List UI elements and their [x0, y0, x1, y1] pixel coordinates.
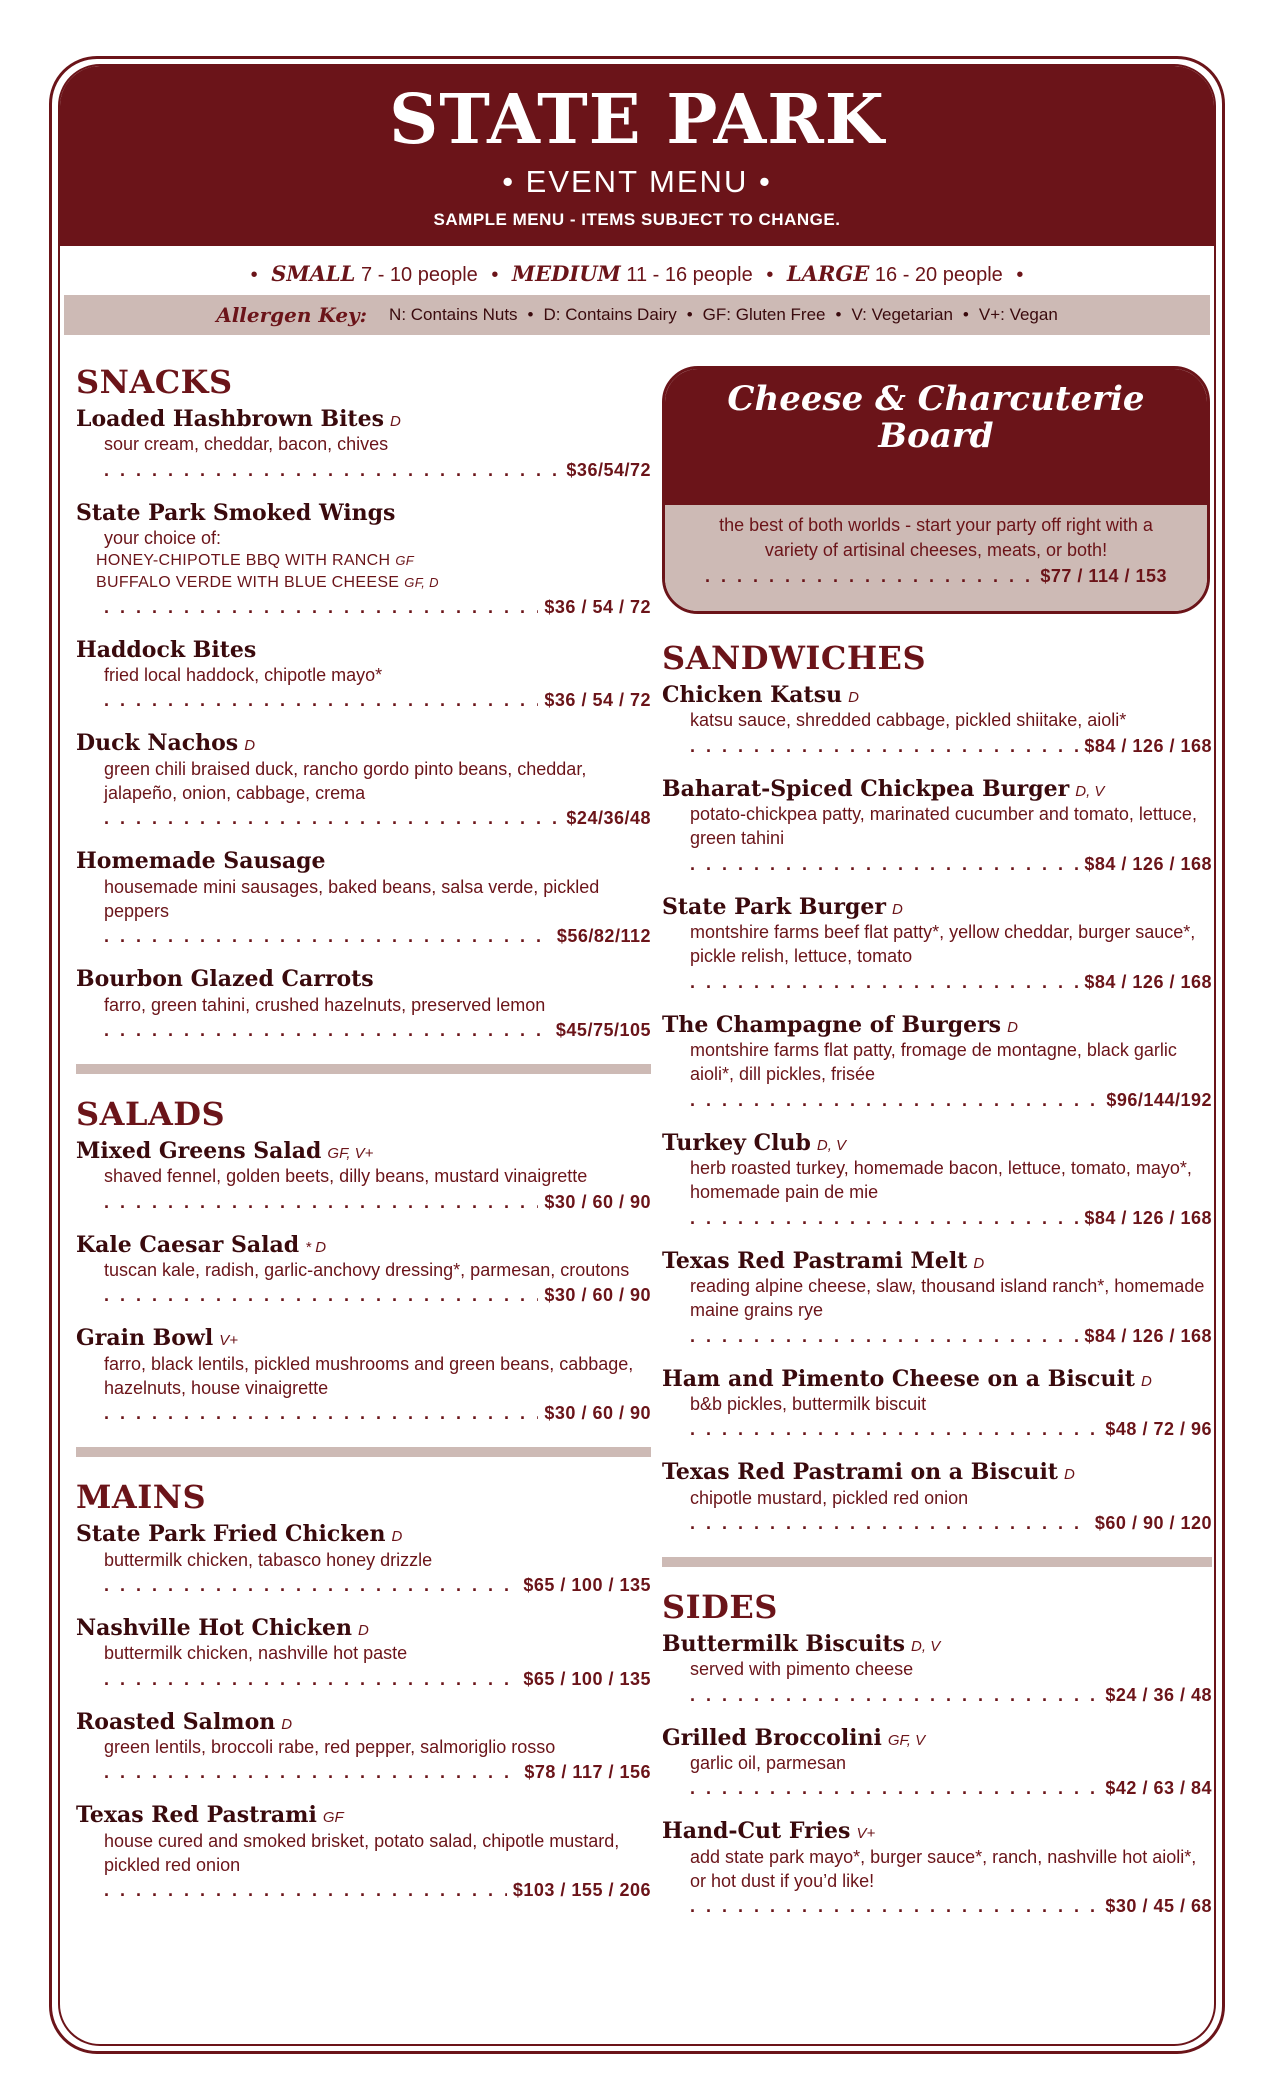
item-title: Loaded Hashbrown Bites — [76, 406, 384, 432]
item-price: $65 / 100 / 135 — [523, 1574, 651, 1595]
item-title: Grilled Broccolini — [662, 1724, 882, 1751]
item-description: your choice of: — [104, 528, 222, 549]
menu-item — [662, 1130, 1212, 1232]
item-title: Texas Red Pastrami Melt — [662, 1247, 968, 1274]
item-title: Nashville Hot Chicken — [76, 1614, 353, 1641]
dot-leader — [690, 1893, 1099, 1920]
bullet-icon: • — [766, 264, 774, 286]
item-name — [662, 1631, 1212, 1657]
allergen-dairy: D: Contains Dairy — [543, 305, 677, 324]
size-small-people: 7 - 10 people — [361, 264, 478, 286]
item-description: reading alpine cheese, slaw, thousand island ranch*, homemade maine grains rye — [690, 1276, 1205, 1321]
section-title-sides: SIDES — [662, 1587, 778, 1626]
item-price: $84 / 126 / 168 — [1084, 1325, 1212, 1346]
item-description: farro, green tahini, crushed hazelnuts, preserved lemon — [104, 994, 546, 1015]
item-title: State Park Fried Chicken — [76, 1521, 386, 1548]
allergen-tag: D — [1007, 1018, 1018, 1036]
page-title: STATE PARK — [389, 80, 885, 160]
bullet-icon: • — [250, 264, 258, 286]
dot-leader — [690, 1682, 1099, 1709]
section-title-mains: MAINS — [76, 1478, 207, 1517]
size-large-people: 16 - 20 people — [874, 264, 1003, 286]
allergen-tag: D, V — [816, 1136, 847, 1154]
item-name — [76, 500, 651, 526]
dot-leader — [104, 1189, 538, 1216]
item-price: $36 / 54 / 72 — [544, 690, 651, 711]
dot-leader — [690, 1087, 1100, 1114]
item-price: $48 / 72 / 96 — [1105, 1419, 1212, 1440]
item-description: chipotle mustard, pickled red onion — [690, 1487, 969, 1508]
item-price: $56/82/112 — [556, 926, 651, 947]
allergen-key — [64, 295, 1210, 335]
dot-leader — [104, 1759, 518, 1786]
allergen-tag: D — [358, 1621, 369, 1639]
item-title: Ham and Pimento Cheese on a Biscuit — [662, 1365, 1135, 1392]
dot-leader — [104, 1282, 538, 1309]
allergen-tag: D — [848, 689, 859, 706]
price-row — [76, 1666, 651, 1693]
sample-menu-note: SAMPLE MENU - ITEMS SUBJECT TO CHANGE. — [433, 210, 841, 229]
bullet-icon: • — [1016, 264, 1024, 286]
allergen-tag: GF, D — [404, 574, 439, 590]
price-row — [662, 969, 1212, 996]
allergen-tag: D — [244, 737, 256, 755]
size-large-label: LARGE — [786, 261, 870, 286]
item-description: shaved fennel, golden beets, dilly beans, mustard vinaigrette — [104, 1166, 588, 1187]
price-row — [662, 1323, 1212, 1350]
menu-item — [76, 406, 651, 484]
allergen-tag: D — [1140, 1372, 1152, 1390]
item-price: $30 / 45 / 68 — [1105, 1896, 1212, 1917]
cheese-board-title-text: Cheese & Charcuterie Board — [727, 379, 1145, 457]
price-row — [76, 1282, 651, 1309]
item-title: Bourbon Glazed Carrots — [76, 966, 374, 993]
item-price: $30 / 60 / 90 — [544, 1191, 651, 1212]
dot-leader — [104, 594, 538, 621]
menu-item — [76, 1521, 651, 1599]
item-price: $78 / 117 / 156 — [524, 1762, 651, 1783]
menu-item — [662, 1818, 1212, 1920]
item-name — [662, 1725, 1212, 1751]
price-row — [662, 1416, 1212, 1443]
menu-item — [76, 1232, 651, 1310]
allergen-tag: D — [389, 413, 401, 430]
allergen-gluten-free: GF: Gluten Free — [702, 305, 826, 324]
cheese-board-body — [665, 505, 1207, 614]
item-price: $36/54/72 — [566, 459, 651, 480]
dot-leader — [104, 687, 538, 714]
item-name — [76, 966, 651, 992]
price-row — [76, 1189, 651, 1216]
menu-item — [76, 966, 651, 1044]
item-description: farro, black lentils, pickled mushrooms and green beans, cabbage, hazelnuts, house vinaigrette — [104, 1353, 634, 1398]
item-name — [76, 1232, 651, 1258]
item-name — [662, 1012, 1212, 1038]
dot-leader — [104, 1877, 507, 1904]
item-description: sour cream, cheddar, bacon, chives — [104, 434, 389, 455]
item-price: $103 / 155 / 206 — [512, 1880, 651, 1901]
menu-header — [60, 66, 1214, 246]
wing-option — [76, 572, 651, 594]
menu-item — [76, 848, 651, 950]
item-price: $24/36/48 — [566, 808, 651, 829]
option-label: BUFFALO VERDE WITH BLUE CHEESE — [96, 573, 400, 591]
item-price: $65 / 100 / 135 — [523, 1668, 651, 1689]
allergen-tag: GF — [395, 553, 415, 569]
menu-item — [76, 1325, 651, 1427]
item-price: $36 / 54 / 72 — [544, 596, 651, 617]
section-title-sandwiches: SANDWICHES — [662, 639, 927, 677]
item-title: Chicken Katsu — [662, 682, 843, 708]
bullet-icon: • — [527, 305, 534, 324]
dot-leader — [690, 1205, 1078, 1232]
menu-item — [662, 1725, 1212, 1803]
item-name — [662, 1248, 1212, 1274]
dot-leader — [104, 457, 560, 484]
item-title: Turkey Club — [662, 1129, 811, 1156]
item-price: $84 / 126 / 168 — [1084, 971, 1212, 992]
allergen-tag: D, V — [1075, 782, 1105, 800]
price-row — [76, 805, 651, 832]
menu-item — [76, 1709, 651, 1787]
item-price: $30 / 60 / 90 — [544, 1403, 651, 1424]
menu-item — [662, 1366, 1212, 1444]
item-price: $30 / 60 / 90 — [544, 1285, 651, 1306]
price-row — [665, 563, 1207, 590]
price-row — [76, 457, 651, 484]
wing-option — [76, 550, 651, 572]
dot-leader — [690, 1323, 1078, 1350]
item-title: Mixed Greens Salad — [76, 1137, 322, 1164]
menu-item — [76, 730, 651, 832]
item-price: $77 / 114 / 153 — [1040, 566, 1167, 587]
item-description: add state park mayo*, burger sauce*, ranch, nashville hot aioli*, or hot dust if you’d like! — [690, 1846, 1197, 1892]
dot-leader — [104, 1666, 517, 1693]
price-row — [76, 1400, 651, 1427]
menu-item — [662, 1248, 1212, 1350]
item-title: State Park Burger — [662, 893, 886, 920]
item-name — [662, 776, 1212, 802]
item-name — [76, 1325, 651, 1351]
price-row — [76, 1877, 651, 1904]
price-row — [662, 1087, 1212, 1114]
item-title: Kale Caesar Salad — [76, 1231, 300, 1258]
item-title: Grain Bowl — [76, 1325, 214, 1352]
item-description: garlic oil, parmesan — [690, 1753, 847, 1774]
item-name — [76, 1615, 651, 1641]
allergen-tag: V+ — [219, 1332, 238, 1350]
item-description: buttermilk chicken, tabasco honey drizzle — [104, 1549, 433, 1570]
menu-item — [76, 500, 651, 621]
menu-item — [662, 894, 1212, 996]
item-name — [76, 1802, 651, 1828]
section-divider — [76, 1064, 651, 1074]
menu-item — [76, 1615, 651, 1693]
allergen-tag: GF, V+ — [327, 1144, 374, 1162]
allergen-tag: D — [1063, 1466, 1075, 1484]
item-description: potato-chickpea patty, marinated cucumber and tomato, lettuce, green tahini — [690, 804, 1197, 849]
menu-item — [76, 1802, 651, 1904]
item-description: house cured and smoked brisket, potato salad, chipotle mustard, pickled red onion — [104, 1830, 620, 1876]
price-row — [76, 594, 651, 621]
dot-leader — [104, 1572, 517, 1599]
item-description: b&b pickles, buttermilk biscuit — [690, 1394, 927, 1414]
cheese-board-box — [662, 366, 1210, 614]
price-row — [662, 851, 1212, 878]
item-name — [76, 1709, 651, 1735]
right-column — [662, 366, 1212, 1936]
menu-item — [662, 1459, 1212, 1537]
price-row — [662, 1682, 1212, 1709]
item-title: Texas Red Pastrami — [76, 1802, 317, 1829]
price-row — [662, 1893, 1212, 1920]
allergen-tag: D — [973, 1254, 985, 1272]
price-row — [76, 1759, 651, 1786]
size-medium-label: MEDIUM — [511, 261, 621, 286]
item-description: green chili braised duck, rancho gordo pinto beans, cheddar, jalapeño, onion, cabbage, crema — [104, 758, 587, 803]
price-row — [76, 1017, 651, 1044]
price-row — [662, 1510, 1212, 1537]
item-name — [76, 848, 651, 874]
bullet-icon: • — [686, 305, 693, 324]
party-sizes — [60, 261, 1214, 287]
menu-item — [76, 637, 651, 715]
item-description: green lentils, broccoli rabe, red pepper, salmoriglio rosso — [104, 1737, 556, 1758]
menu-item — [662, 1012, 1212, 1114]
item-title: State Park Smoked Wings — [76, 499, 396, 526]
cheese-board-title — [665, 369, 1207, 505]
item-description: buttermilk chicken, nashville hot paste — [104, 1643, 408, 1664]
item-title: Texas Red Pastrami on a Biscuit — [662, 1459, 1058, 1486]
dot-leader — [690, 733, 1078, 760]
dot-leader — [104, 923, 551, 950]
dot-leader — [104, 805, 560, 832]
dot-leader — [690, 851, 1078, 878]
section-title-snacks: SNACKS — [76, 363, 233, 401]
allergen-tag: D — [281, 1715, 293, 1733]
item-description: fried local haddock, chipotle mayo* — [104, 664, 383, 685]
item-description: tuscan kale, radish, garlic-anchovy dressing*, parmesan, croutons — [104, 1259, 630, 1280]
item-description: katsu sauce, shredded cabbage, pickled shiitake, aioli* — [690, 710, 1127, 731]
bullet-icon: • — [491, 264, 499, 286]
item-description: montshire farms flat patty, fromage de montagne, black garlic aioli*, dill pickles, frisée — [690, 1040, 1177, 1085]
item-description: housemade mini sausages, baked beans, salsa verde, pickled peppers — [104, 876, 600, 921]
item-name — [76, 1521, 651, 1547]
menu-item — [662, 1631, 1212, 1709]
menu-item — [662, 682, 1212, 760]
item-name — [662, 1459, 1212, 1485]
size-small-label: SMALL — [271, 261, 356, 286]
item-description: montshire farms beef flat patty*, yellow cheddar, burger sauce*, pickle relish, lettuce, tomato — [690, 922, 1196, 967]
allergen-key-title: Allergen Key: — [216, 303, 368, 327]
size-medium-people: 11 - 16 people — [626, 264, 753, 286]
allergen-tag: GF — [322, 1809, 344, 1827]
item-name — [662, 894, 1212, 920]
item-name — [76, 1138, 651, 1164]
item-price: $60 / 90 / 120 — [1094, 1512, 1212, 1533]
item-name — [76, 730, 651, 756]
allergen-tag: D, V — [911, 1637, 941, 1655]
left-column — [76, 363, 651, 1920]
allergen-nuts: N: Contains Nuts — [389, 305, 518, 324]
item-title: Duck Nachos — [76, 730, 239, 757]
allergen-tag: GF, V — [887, 1731, 926, 1749]
item-description: served with pimento cheese — [690, 1659, 914, 1680]
price-row — [76, 1572, 651, 1599]
option-label: HONEY-CHIPOTLE BBQ WITH RANCH — [96, 552, 391, 570]
section-divider — [76, 1447, 651, 1457]
price-row — [662, 733, 1212, 760]
menu-item — [76, 1138, 651, 1216]
item-price: $84 / 126 / 168 — [1084, 735, 1212, 756]
allergen-vegetarian: V: Vegetarian — [851, 305, 953, 324]
item-title: Buttermilk Biscuits — [662, 1630, 906, 1657]
cheese-board-description: the best of both worlds - start your party off right with a variety of artisinal cheeses, meats, or both! — [719, 515, 1153, 561]
price-row — [76, 923, 651, 950]
dot-leader — [690, 969, 1078, 996]
allergen-tag: D — [891, 900, 903, 918]
dot-leader — [104, 1017, 550, 1044]
item-price: $45/75/105 — [555, 1019, 651, 1040]
item-price: $24 / 36 / 48 — [1105, 1684, 1212, 1705]
allergen-vegan: V+: Vegan — [978, 305, 1058, 324]
dot-leader — [690, 1416, 1099, 1443]
item-title: Haddock Bites — [76, 636, 257, 663]
item-name — [662, 1818, 1212, 1844]
item-description: herb roasted turkey, homemade bacon, lettuce, tomato, mayo*, homemade pain de mie — [690, 1158, 1192, 1203]
item-title: Homemade Sausage — [76, 848, 326, 875]
item-title: Baharat-Spiced Chickpea Burger — [662, 775, 1070, 802]
item-title: Roasted Salmon — [76, 1708, 276, 1735]
dot-leader — [705, 563, 1034, 590]
bullet-icon: • — [835, 305, 842, 324]
allergen-tag: V+ — [856, 1825, 876, 1843]
price-row — [76, 687, 651, 714]
item-name — [662, 1366, 1212, 1392]
menu-frame — [58, 64, 1216, 2046]
item-name — [76, 637, 651, 663]
item-price: $84 / 126 / 168 — [1084, 853, 1212, 874]
item-title: Hand-Cut Fries — [662, 1818, 851, 1845]
dot-leader — [690, 1775, 1099, 1802]
item-price: $42 / 63 / 84 — [1105, 1778, 1212, 1799]
dot-leader — [104, 1400, 538, 1427]
allergen-tag: * D — [305, 1238, 327, 1256]
item-name — [76, 406, 651, 432]
section-title-salads: SALADS — [76, 1094, 226, 1133]
allergen-tag: D — [391, 1528, 403, 1546]
menu-item — [662, 776, 1212, 878]
item-name — [662, 682, 1212, 708]
item-price: $96/144/192 — [1106, 1089, 1212, 1110]
event-menu-subtitle: • EVENT MENU • — [502, 164, 772, 199]
bullet-icon: • — [962, 305, 969, 324]
item-name — [662, 1130, 1212, 1156]
price-row — [662, 1775, 1212, 1802]
section-divider — [662, 1557, 1212, 1567]
item-price: $84 / 126 / 168 — [1084, 1207, 1212, 1228]
dot-leader — [690, 1510, 1089, 1537]
price-row — [662, 1205, 1212, 1232]
item-title: The Champagne of Burgers — [662, 1011, 1002, 1038]
